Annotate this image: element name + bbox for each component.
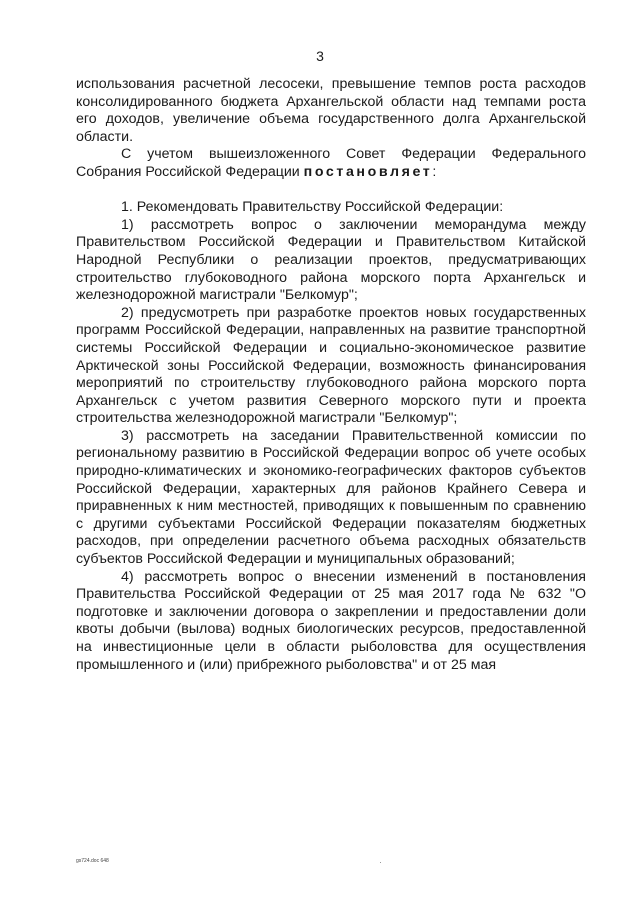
list-item-2: 2) предусмотреть при разработке проектов новых государственных программ Российской Федерации, направленных на развитие транспортной системы Российской Федерации и социально-экономическое развитие Арктической зоны Российской Федерации, возможность финансирования мероприятий по строительству глубоководного района морского порта Архангельск с учетом развития Северного морского пути и проекта строительства железнодорожной магистрали "Белкомур"; [76, 304, 586, 427]
preamble-text: С учетом вышеизложенного Совет Федерации Федерального Собрания Российской Федерации [76, 146, 586, 180]
document-body [76, 76, 586, 674]
paragraph-continuation: использования расчетной лесосеки, превышение темпов роста расходов консолидированного бюджета Архангельской области над темпами роста его доходов, увеличение объема государственного долга Архангельской области. [76, 76, 586, 145]
document-file-code: gs724.doc 648 [76, 858, 109, 864]
list-item-3: 3) рассмотреть на заседании Правительственной комиссии по региональному развитию в Российской Федерации вопрос об учете особых природно-климатических и экономико-географических факторов субъектов Российской Федерации, характерных для районов Крайнего Севера и приравненных к ним местностей, приводящих к повышенным по сравнению с другими субъектами Российской Федерации показателям бюджетных расходов, при определении расчетного объема расходных обязательств субъектов Российской Федерации и муниципальных образований; [76, 427, 586, 568]
preamble-colon: : [432, 163, 437, 180]
recommendation-heading: 1. Рекомендовать Правительству Российской Федерации: [121, 199, 504, 216]
resolution-keyword: постановляет [303, 163, 433, 180]
page-number: 3 [316, 48, 324, 64]
scan-speck [380, 862, 381, 863]
paragraph-preamble [76, 146, 586, 181]
list-item-4: 4) рассмотреть вопрос о внесении изменений в постановления Правительства Российской Федерации от 25 мая 2017 года № 632 "О подготовке и заключении договора о закреплении и предоставлении доли квоты добычи (вылова) водных биологических ресурсов, предоставленной на инвестиционные цели в области рыболовства для осуществления промышленного и (или) прибрежного рыболовства" и от 25 мая [76, 568, 586, 673]
list-item-1: 1) рассмотреть вопрос о заключении меморандума между Правительством Российской Федерации и Правительством Китайской Народной Республики о реализации проектов, предусматривающих строительство глубоководного района морского порта Архангельск и железнодорожной магистрали "Белкомур"; [76, 216, 586, 304]
